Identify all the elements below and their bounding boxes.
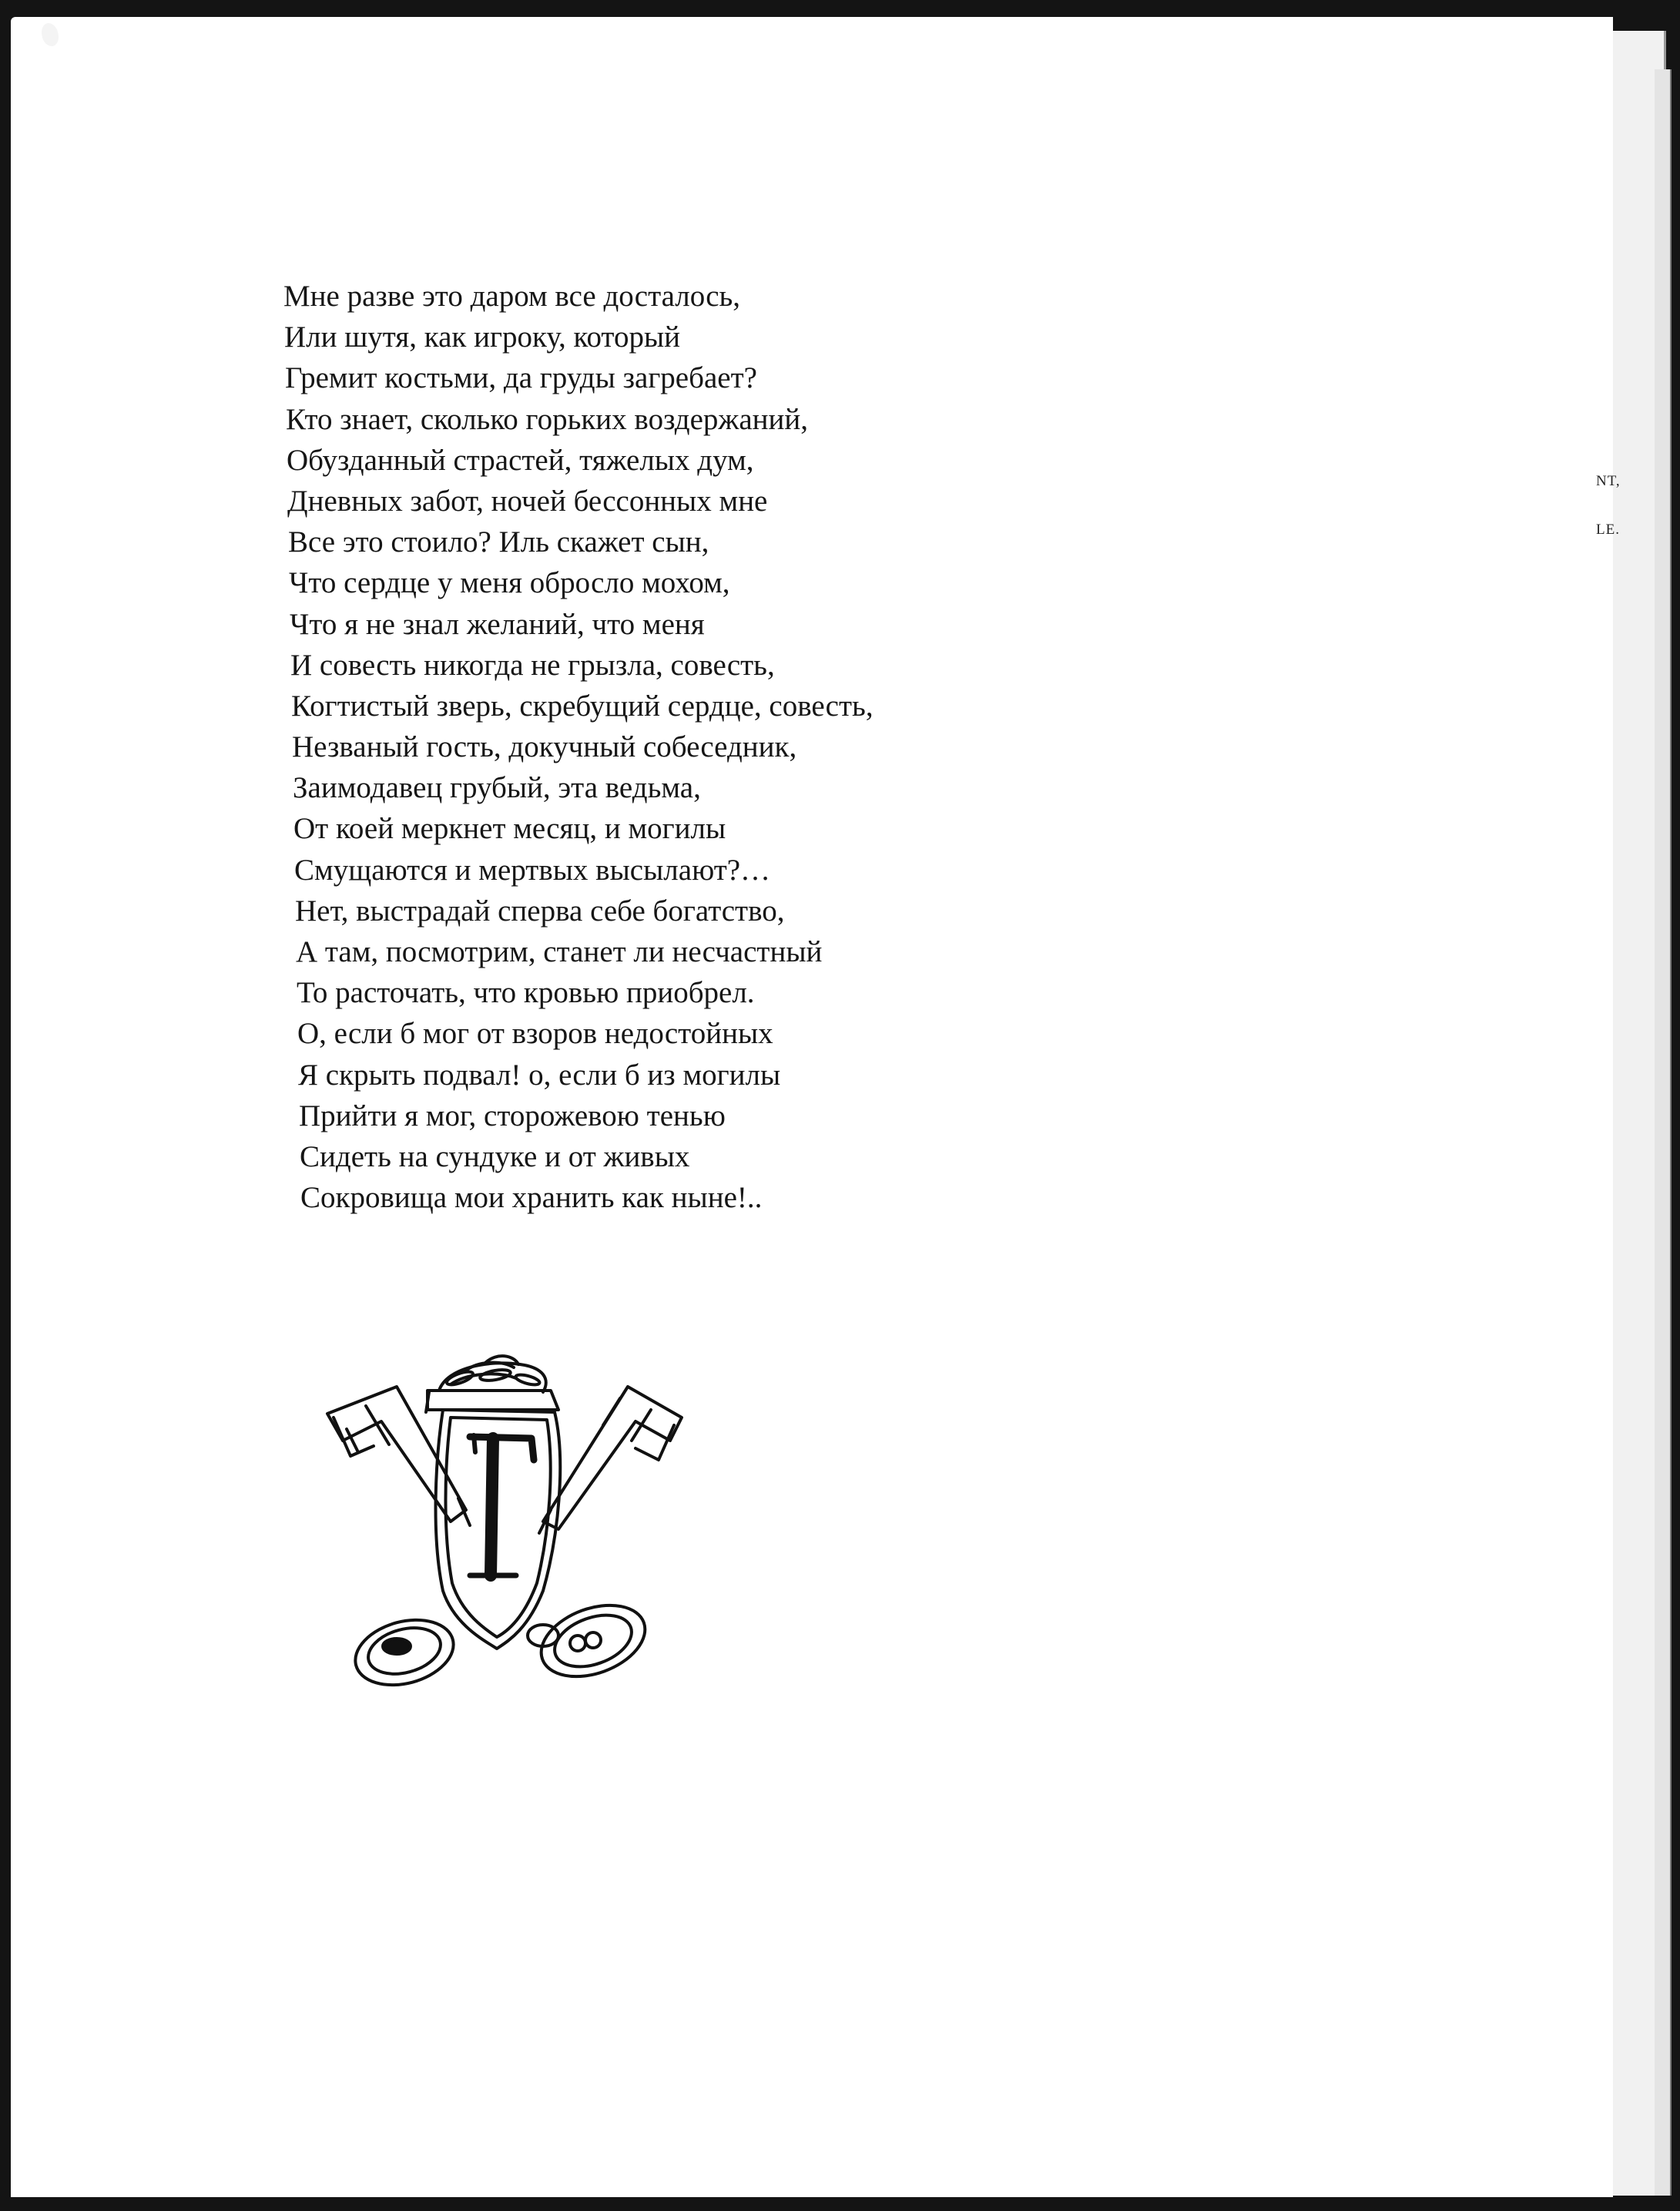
page-stack-edge-outer [1655, 69, 1672, 2196]
coins-pile-icon [439, 1356, 546, 1392]
poem-line: Прийти я мог, сторожевою тенью [299, 1099, 726, 1132]
adjacent-page-fragment: LE. [1596, 522, 1620, 538]
poem-line: То расточать, что кровью приобрел. [297, 976, 755, 1010]
emblem-illustration [312, 1344, 705, 1691]
poem-line: Обузданный страстей, тяжелых дум, [287, 443, 754, 477]
corner-scuff [42, 23, 59, 46]
poem-line: Смущаются и мертвых высылают?… [294, 853, 771, 887]
coin-right-icon [528, 1592, 655, 1690]
poem-line: Мне разве это даром все досталось, [283, 280, 741, 313]
poem-line: Заимодавец грубый, эта ведьма, [293, 771, 701, 805]
poem-line: От коей меркнет месяц, и могилы [293, 812, 726, 846]
poem-line: Кто знает, сколько горьких воздержаний, [286, 402, 809, 436]
poem-line: Я скрыть подвал! о, если б из могилы [298, 1058, 781, 1092]
poem-line: Сидеть на сундуке и от живых [300, 1139, 690, 1173]
poem-line: И совесть никогда не грызла, совесть, [290, 648, 775, 682]
poem-line: Что сердце у меня обросло мохом, [289, 566, 730, 600]
poem-line: Сокровища мои хранить как ныне!.. [300, 1181, 763, 1215]
poem-line: А там, посмотрим, станет ли несчастный [296, 935, 823, 968]
monogram-letter-icon [470, 1435, 534, 1575]
poem-line: Гремит костьми, да груды загребает? [285, 361, 757, 395]
poem-line: Все это стоило? Иль скажет сын, [288, 525, 709, 559]
poem-line: О, если б мог от взоров недостойных [297, 1017, 773, 1051]
adjacent-page-fragment: NT, [1596, 473, 1621, 489]
poem-line: Что я не знал желаний, что меня [290, 607, 705, 641]
poem-line: Или шутя, как игроку, который [284, 320, 681, 354]
coin-left-icon [348, 1610, 461, 1691]
poem-line: Нет, выстрадай сперва себе богатство, [295, 894, 785, 928]
poem-line: Когтистый зверь, скребущий сердце, совесть, [291, 689, 874, 723]
poem-line: Незваный гость, докучный собеседник, [292, 730, 797, 764]
poem-line: Дневных забот, ночей бессонных мне [287, 484, 768, 518]
poem-text [283, 276, 1439, 1218]
